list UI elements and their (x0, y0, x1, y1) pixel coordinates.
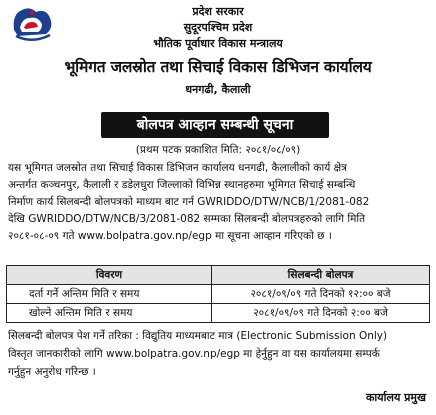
schedule-table (6, 265, 430, 323)
table-row (7, 304, 430, 323)
more-info-note: विस्तृत जानकारीको लागि www.bolpatra.gov.np/egp मा हेर्नुहुन वा यस कार्यालयमा सम्पर्क (8, 348, 380, 360)
column-header-sealed-bid: सिलबन्दी बोलपत्र (212, 266, 430, 285)
notice-body-line: निर्माण कार्य सिलबन्दी बोलपत्रको माध्यम बाट गर्न GWRIDDO/DTW/NCB/1/2081-082 (8, 196, 370, 208)
office-name: भूमिगत जलस्रोत तथा सिचाई विकास डिभिजन कार्यालय (64, 58, 372, 76)
notice-body-line: देखि GWRIDDO/DTW/NCB/3/2081-082 सम्मका सिलबन्दी बोलपत्रहरुको लागि मिति (8, 213, 366, 225)
ministry-name: भौतिक पूर्वाधार विकास मन्त्रालय (153, 37, 283, 50)
row-label: खोल्ने अन्तिम मिति र समय (7, 304, 212, 323)
publication-date: (प्रथम पटक प्रकाशित मिति: २०८१/०८/०९) (135, 144, 301, 156)
request-note: गर्नुहुन अनुरोध गरिन्छ । (8, 366, 96, 378)
column-header-description: विवरण (7, 266, 212, 285)
row-value: २०८१/०९/०९ गते दिनको १२:०० बजे (212, 285, 430, 304)
government-name: प्रदेश सरकार (192, 5, 244, 18)
notice-body-line: अन्तर्गत कञ्चनपुर, कैलाली र डडेलधुरा जिल्लाको विभिन्न स्थानहरुमा भूमिगत सिचाई सम्बन्धि (8, 179, 356, 191)
signature-office-head: कार्यालय प्रमुख (365, 391, 426, 404)
row-label: दर्ता गर्ने अन्तिम मिति र समय (7, 285, 212, 304)
table-row (7, 285, 430, 304)
notice-body-line: यस भूमिगत जलस्रोत तथा सिचाई विकास डिभिजन कार्यालय धनगढी, कैलालीको कार्य क्षेत्र (8, 162, 347, 174)
table-header-row (7, 266, 430, 285)
row-value: २०८१/०९/०९ गते दिनको २:०० बजे (212, 304, 430, 323)
notice-body-line: २०८१-०८-०९ गते www.bolpatra.gov.np/egp मा सूचना आव्हान गरिएको छ । (8, 230, 332, 242)
submission-method-note: सिलबन्दी बोलपत्र पेश गर्ने तरिका : विद्युतिय माध्यमबाट मात्र (Electronic Submission Only) (8, 330, 388, 342)
notice-title: बोलपत्र आव्हान सम्बन्धी सूचना (101, 112, 329, 138)
province-name: सुदूरपश्चिम प्रदेश (183, 21, 253, 34)
office-location: धनगढी, कैलाली (185, 83, 251, 96)
